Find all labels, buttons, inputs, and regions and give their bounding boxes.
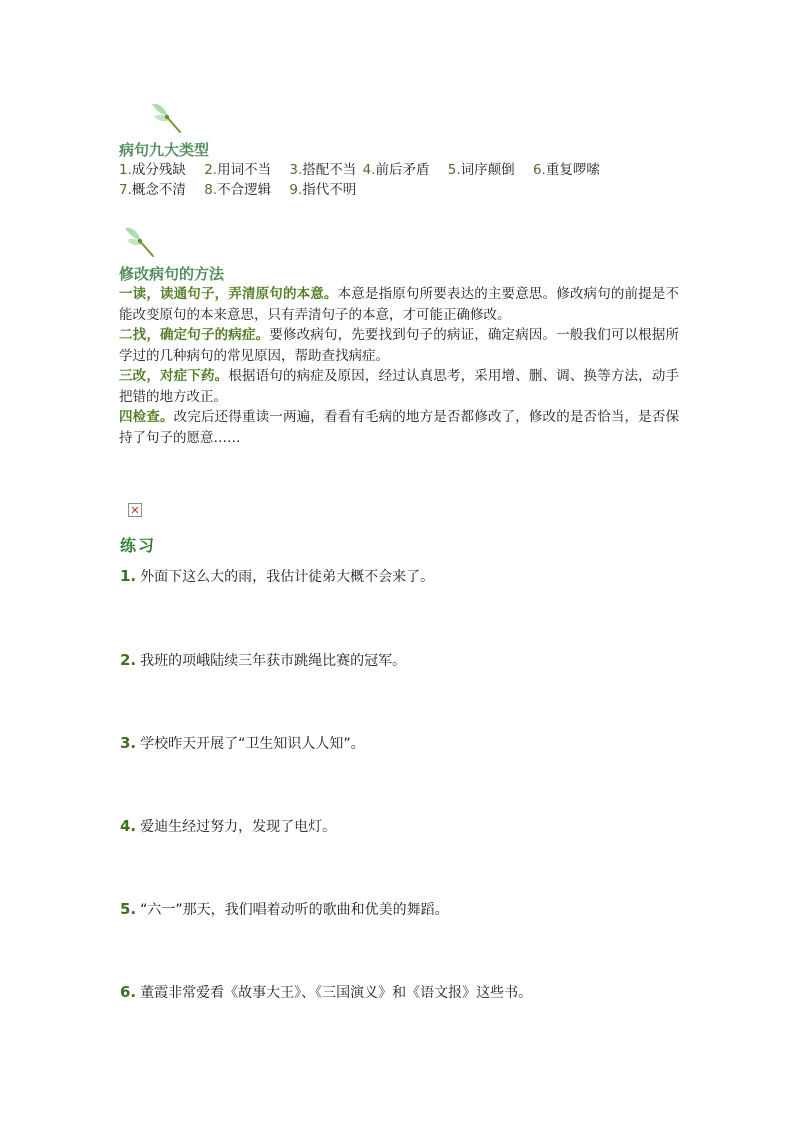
type-item: 9.指代不明: [289, 182, 357, 198]
dragonfly-icon: [146, 100, 186, 136]
types-row-2: [119, 180, 356, 200]
section-title-types: 病句九大类型: [119, 141, 210, 159]
types-row-1: [119, 160, 600, 180]
type-item: 1.成分残缺: [119, 162, 186, 178]
practice-question: 1. 外面下这么大的雨，我估计徒弟大概不会来了。: [120, 567, 435, 585]
type-item: 6.重复啰嗦: [532, 162, 600, 178]
method-step: 二找，确定句子的病症。要修改病句，先要找到句子的病证，确定病因。一般我们可以根据所学过的几种病句的常见原因，帮助查找病症。: [119, 327, 680, 364]
type-item: 7.概念不清: [119, 182, 186, 198]
method-step: 一读，读通句子，弄清原句的本意。本意是指原句所要表达的主要意思。修改病句的前提是不能改变原句的本来意思，只有弄清句子的本意，才可能正确修改。: [119, 286, 680, 323]
type-item: 5.词序颠倒: [447, 162, 515, 178]
method-step: 四检查。改完后还得重读一两遍，看看有毛病的地方是否都修改了，修改的是否恰当，是否保持了句子的愿意……: [119, 409, 680, 446]
broken-image-icon: [128, 503, 142, 517]
practice-question: 5. “六一”那天，我们唱着动听的歌曲和优美的舞蹈。: [120, 900, 449, 918]
practice-title: 练习: [120, 536, 157, 555]
type-item: 4.前后矛盾: [362, 162, 430, 178]
type-item: 3.搭配不当: [289, 162, 357, 178]
practice-question: 2. 我班的项峨陆续三年获市跳绳比赛的冠军。: [120, 651, 407, 669]
method-step: 三改，对症下药。根据语句的病症及原因，经过认真思考，采用增、删、调、换等方法，动手把错的地方改正。: [119, 368, 680, 405]
type-item: 2.用词不当: [204, 162, 272, 178]
methods-body: [119, 284, 679, 448]
practice-question: 3. 学校昨天开展了“卫生知识人人知”。: [120, 734, 365, 752]
practice-question: 4. 爱迪生经过努力，发现了电灯。: [120, 817, 337, 835]
dragonfly-icon: [119, 224, 159, 260]
section-title-methods: 修改病句的方法: [119, 265, 225, 283]
type-item: 8.不合逻辑: [204, 182, 272, 198]
practice-question: 6. 董霞非常爱看《故事大王》、《三国演义》和《语文报》这些书。: [120, 983, 533, 1001]
